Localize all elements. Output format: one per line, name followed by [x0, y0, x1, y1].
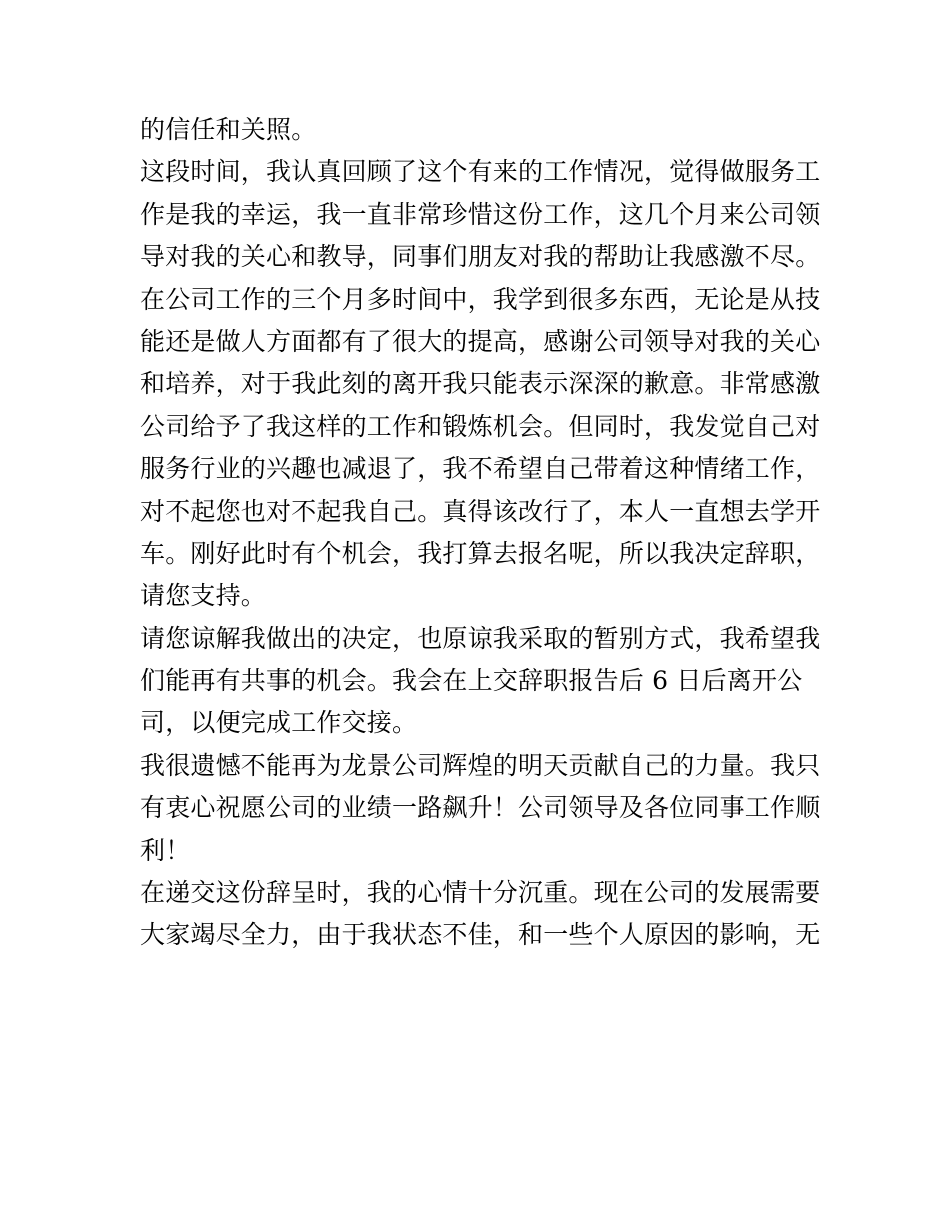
text-line: 们能再有共事的机会。我会在上交辞职报告后 6 日后离开公 — [140, 666, 803, 696]
text-line: 在递交这份辞呈时，我的心情十分沉重。现在公司的发展需要 — [140, 878, 821, 908]
text-line: 服务行业的兴趣也减退了，我不希望自己带着这种情绪工作， — [140, 454, 821, 484]
text-line: 司，以便完成工作交接。 — [140, 708, 418, 738]
text-line: 请您支持。 — [140, 581, 267, 611]
text-line: 能还是做人方面都有了很大的提高，感谢公司领导对我的关心 — [140, 326, 821, 356]
text-line: 在公司工作的三个月多时间中，我学到很多东西，无论是从技 — [140, 284, 821, 314]
text-line: 对不起您也对不起我自己。真得该改行了，本人一直想去学开 — [140, 496, 821, 526]
text-line: 有衷心祝愿公司的业绩一路飙升！公司领导及各位同事工作顺 — [140, 793, 821, 823]
document-body — [140, 109, 820, 957]
text-line: 请您谅解我做出的决定，也原谅我采取的暂别方式，我希望我 — [140, 623, 821, 653]
text-line: 这段时间，我认真回顾了这个有来的工作情况，觉得做服务工 — [140, 157, 821, 187]
text-line: 作是我的幸运，我一直非常珍惜这份工作，这几个月来公司领 — [140, 199, 821, 229]
text-line: 我很遗憾不能再为龙景公司辉煌的明天贡献自己的力量。我只 — [140, 750, 821, 780]
text-line: 利！ — [140, 835, 191, 865]
text-line: 大家竭尽全力，由于我状态不佳，和一些个人原因的影响，无 — [140, 920, 821, 950]
text-line: 导对我的关心和教导，同事们朋友对我的帮助让我感激不尽。 — [140, 242, 821, 272]
text-line: 和培养，对于我此刻的离开我只能表示深深的歉意。非常感激 — [140, 369, 821, 399]
text-line: 的信任和关照。 — [140, 115, 317, 144]
text-line: 车。刚好此时有个机会，我打算去报名呢，所以我决定辞职， — [140, 538, 821, 568]
text-line: 公司给予了我这样的工作和锻炼机会。但同时，我发觉自己对 — [140, 411, 821, 441]
